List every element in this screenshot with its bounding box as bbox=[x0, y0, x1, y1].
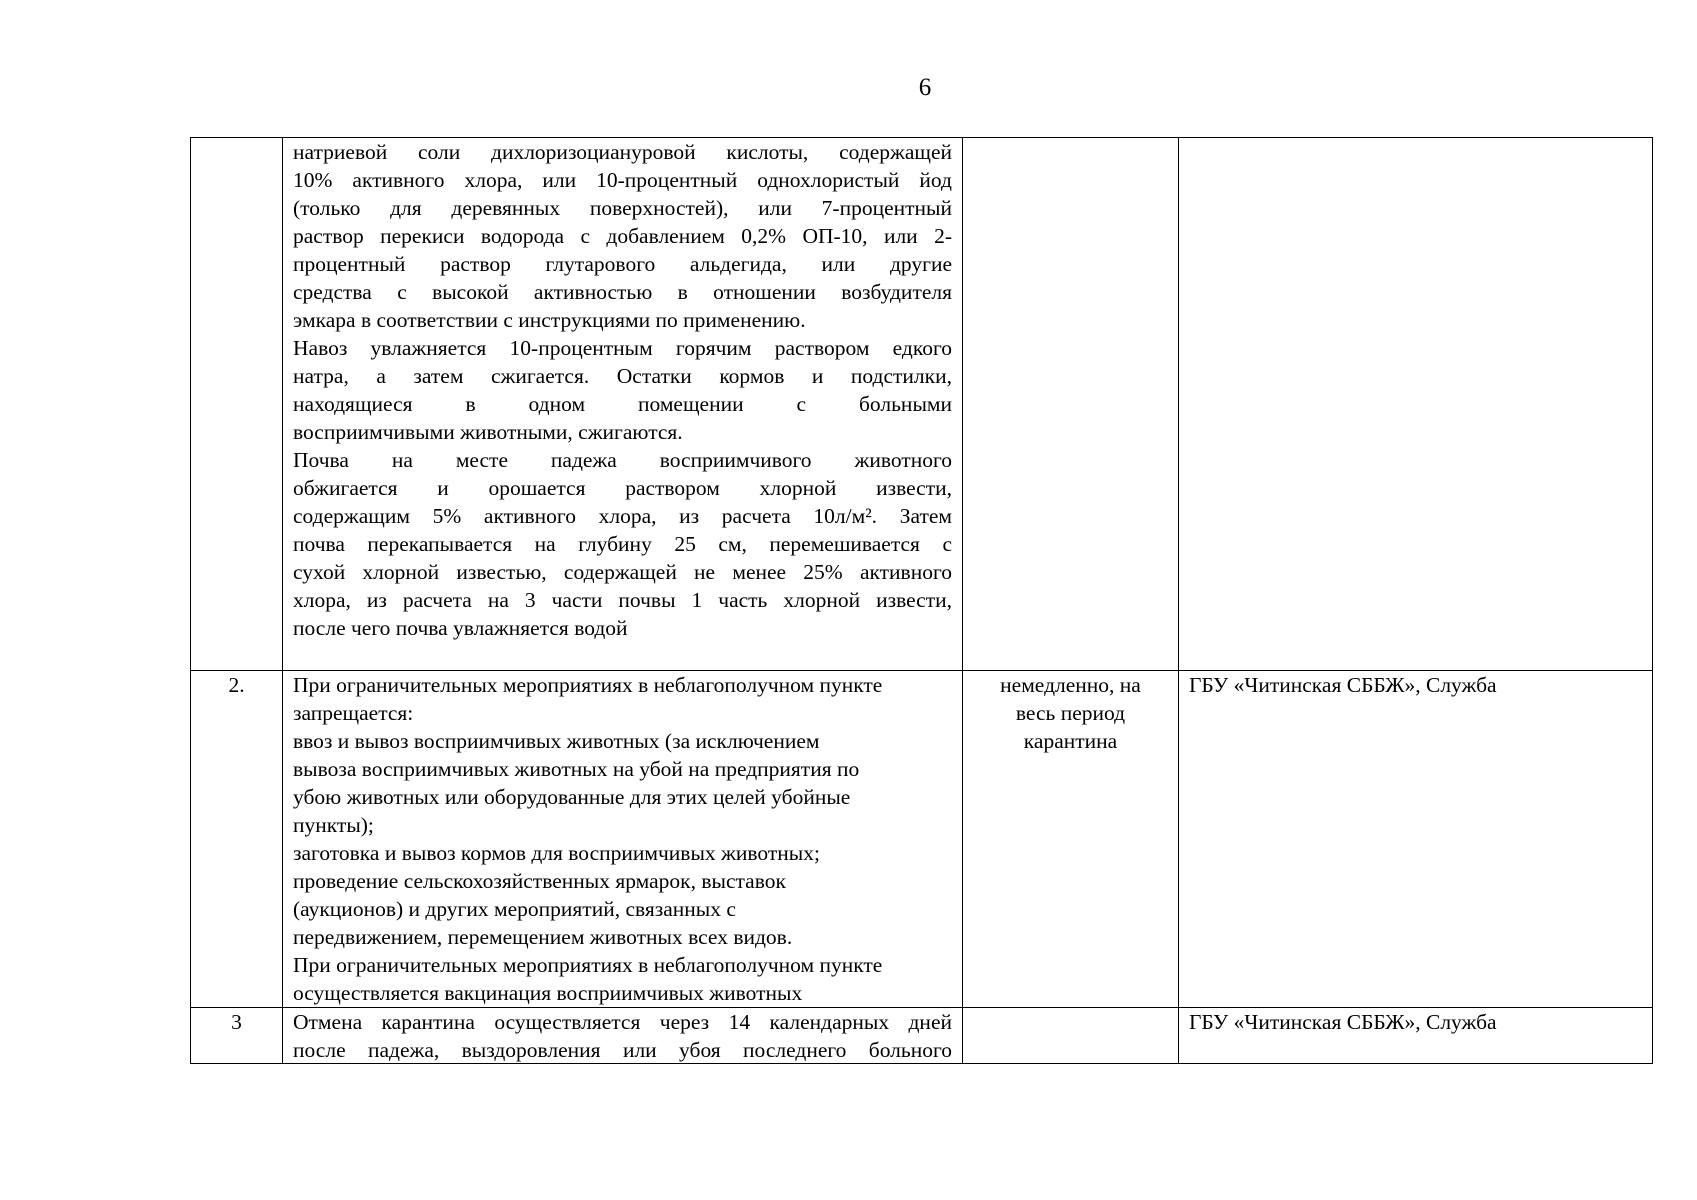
responsible-cell: ГБУ «Читинская СББЖ», Служба bbox=[1179, 671, 1653, 1008]
deadline-line: немедленно, на bbox=[1000, 673, 1141, 697]
text-line: средства с высокой активностью в отношении возбудителя bbox=[293, 280, 952, 304]
measures-table bbox=[190, 137, 1653, 1064]
text-line: раствор перекиси водорода с добавлением 0,2% ОП-10, или 2- bbox=[293, 224, 952, 248]
text-line: При ограничительных мероприятиях в неблагополучном пункте bbox=[293, 673, 883, 697]
text-line: пункты); bbox=[293, 813, 374, 837]
measure-text-cell bbox=[283, 671, 963, 1008]
table-row bbox=[191, 138, 1653, 671]
text-line: вывоза восприимчивых животных на убой на предприятия по bbox=[293, 757, 860, 781]
deadline-cell bbox=[963, 1008, 1179, 1064]
text-line: Почва на месте падежа восприимчивого животного bbox=[293, 448, 952, 472]
measure-text-cell bbox=[283, 1008, 963, 1064]
text-line: после чего почва увлажняется водой bbox=[293, 616, 628, 640]
text-line: проведение сельскохозяйственных ярмарок, выставок bbox=[293, 869, 786, 893]
text-line: передвижением, перемещением животных всех видов. bbox=[293, 925, 793, 949]
text-line: заготовка и вывоз кормов для восприимчивых животных; bbox=[293, 841, 820, 865]
text-line: При ограничительных мероприятиях в неблагополучном пункте bbox=[293, 953, 883, 977]
row-number-cell: 3 bbox=[191, 1008, 283, 1064]
text-line: находящиеся в одном помещении с больными bbox=[293, 392, 952, 416]
responsible-cell: ГБУ «Читинская СББЖ», Служба bbox=[1179, 1008, 1653, 1064]
deadline-line: карантина bbox=[1023, 729, 1118, 753]
text-line: Навоз увлажняется 10-процентным горячим раствором едкого bbox=[293, 336, 952, 360]
responsible-cell bbox=[1179, 138, 1653, 671]
text-line: эмкара в соответствии с инструкциями по применению. bbox=[293, 308, 806, 332]
text-line: убою животных или оборудованные для этих целей убойные bbox=[293, 785, 851, 809]
text-line: Отмена карантина осуществляется через 14 календарных дней bbox=[293, 1010, 952, 1034]
measure-text-cell bbox=[283, 138, 963, 671]
row-number-cell: 2. bbox=[191, 671, 283, 1008]
text-line: запрещается: bbox=[293, 701, 414, 725]
text-line: (аукционов) и других мероприятий, связанных с bbox=[293, 897, 736, 921]
text-line: процентный раствор глутарового альдегида, или другие bbox=[293, 252, 952, 276]
deadline-cell bbox=[963, 671, 1179, 1008]
table-row bbox=[191, 671, 1653, 1008]
text-line: почва перекапывается на глубину 25 см, перемешивается с bbox=[293, 532, 952, 556]
text-line: после падежа, выздоровления или убоя последнего больного bbox=[293, 1038, 952, 1062]
text-line: восприимчивыми животными, сжигаются. bbox=[293, 420, 683, 444]
text-line: содержащим 5% активного хлора, из расчета 10л/м². Затем bbox=[293, 504, 952, 528]
table-row bbox=[191, 1008, 1653, 1064]
text-line: (только для деревянных поверхностей), или 7-процентный bbox=[293, 196, 952, 220]
deadline-line: весь период bbox=[1015, 701, 1126, 725]
page-number: 6 bbox=[918, 74, 932, 101]
text-line: сухой хлорной известью, содержащей не менее 25% активного bbox=[293, 560, 952, 584]
deadline-cell bbox=[963, 138, 1179, 671]
text-line: обжигается и орошается раствором хлорной извести, bbox=[293, 476, 952, 500]
text-line: 10% активного хлора, или 10-процентный однохлористый йод bbox=[293, 168, 952, 192]
text-line: ввоз и вывоз восприимчивых животных (за исключением bbox=[293, 729, 820, 753]
text-line: натра, а затем сжигается. Остатки кормов и подстилки, bbox=[293, 364, 952, 388]
text-line: хлора, из расчета на 3 части почвы 1 часть хлорной извести, bbox=[293, 588, 952, 612]
text-line: осуществляется вакцинация восприимчивых животных bbox=[293, 981, 803, 1005]
row-number-cell bbox=[191, 138, 283, 671]
text-line: натриевой соли дихлоризоциануровой кислоты, содержащей bbox=[293, 140, 952, 164]
